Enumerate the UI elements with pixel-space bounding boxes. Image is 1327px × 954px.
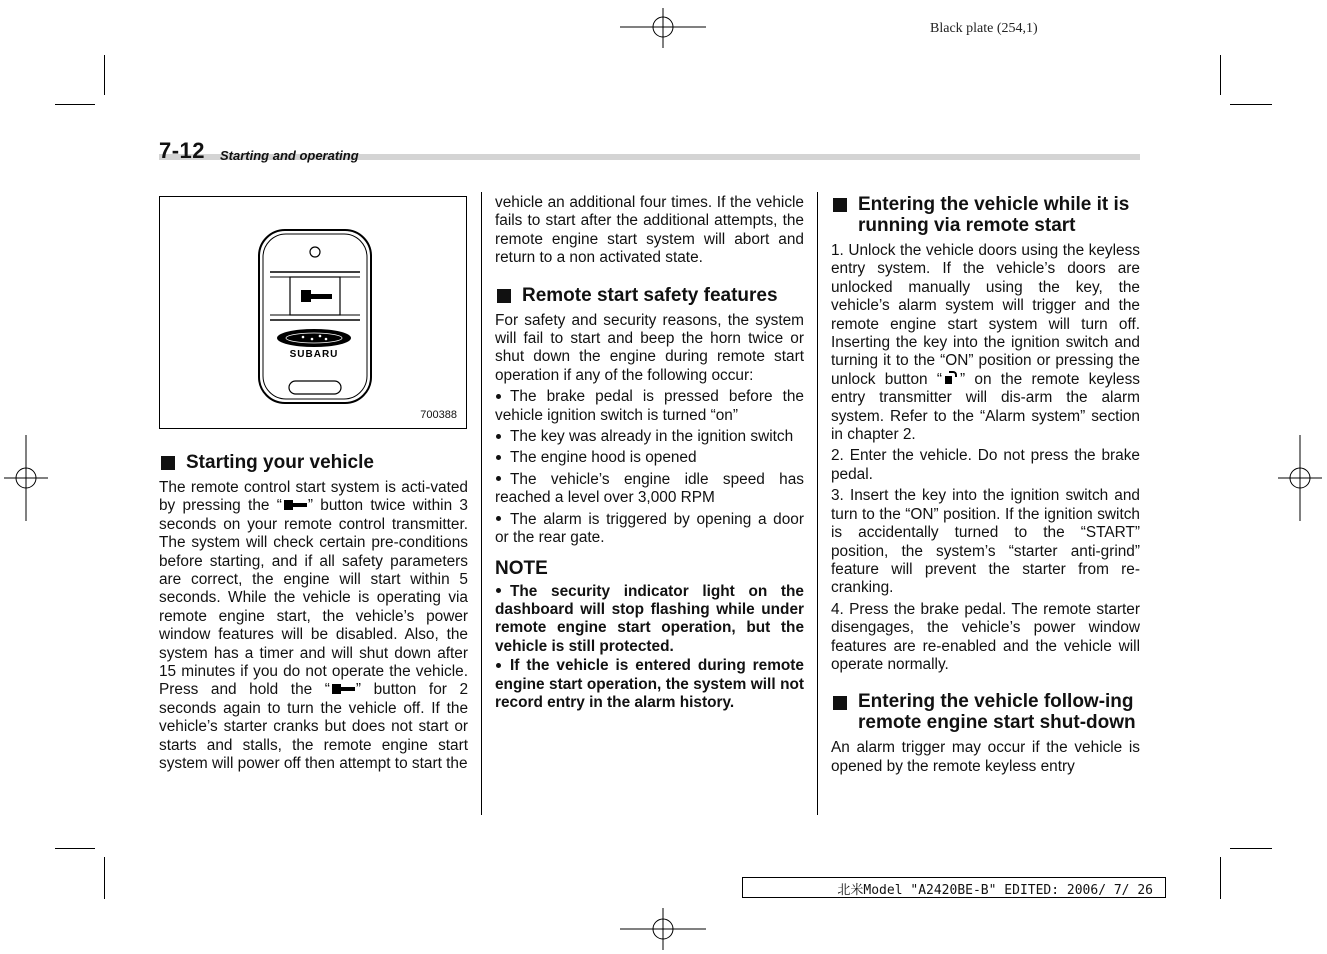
registration-mark-left	[4, 435, 48, 521]
bullet-icon	[496, 476, 501, 481]
transmitter-illustration	[160, 197, 468, 430]
transmitter-figure	[159, 196, 467, 429]
paragraph-starting: The remote control start system is acti-vated by pressing the “ ” button twice within 3 seconds on your remote control transmitter. The system will check certain pre-conditions before starting, and if all safety parameters are correct, the engine will start within 5 seconds. While the vehicle is operating via remote engine start, the vehicle’s power window features will be disabled. Also, the system has a timer and will shut down after 15 minutes if you do not operate the vehicle. Press and hold the “ ” button for 2 seconds again to turn the vehicle off. If the vehicle’s starter cranks but does not start or starts and stalls, the remote engine start system will power off then attempt to start the	[159, 479, 469, 773]
unlock-button-icon	[942, 371, 960, 385]
registration-mark-right	[1278, 435, 1322, 521]
bullet-icon	[496, 516, 501, 521]
bullet-icon	[496, 434, 501, 439]
plate-label: Black plate (254,1)	[930, 21, 1038, 36]
black-square-icon	[497, 289, 511, 303]
page-number: 7-12	[159, 138, 206, 163]
bullet-icon	[496, 663, 501, 668]
step-2: 2. Enter the vehicle. Do not press the brake pedal.	[831, 447, 1140, 483]
paragraph-alarm-trigger: An alarm trigger may occur if the vehicle is opened by the remote keyless entry	[831, 739, 1140, 775]
column-2	[495, 194, 804, 712]
black-square-icon	[833, 198, 847, 212]
column-rule-1	[481, 192, 482, 815]
list-item: The alarm is triggered by opening a door or the rear gate.	[495, 510, 804, 547]
section-title: Starting and operating	[220, 148, 359, 163]
edit-stamp	[742, 877, 1166, 898]
column-1	[159, 452, 468, 774]
remote-start-button-icon	[282, 499, 308, 511]
list-item: The vehicle’s engine idle speed has reached a level over 3,000 RPM	[495, 470, 804, 507]
registration-mark-bottom	[620, 908, 706, 950]
note-heading: NOTE	[495, 557, 548, 579]
heading-entering-running: Entering the vehicle while it is running via remote start	[831, 194, 1140, 236]
list-item: The key was already in the ignition switch	[495, 428, 804, 446]
page-header	[159, 138, 1140, 164]
bullet-icon	[496, 588, 501, 593]
step-3: 3. Insert the key into the ignition switch and turn to the “ON” position. If the ignition switch is accidentally turned to the “START” position, the system’s “starter anti-grind” feature will prevent the starter from re-cranking.	[831, 487, 1140, 597]
registration-mark-top	[620, 8, 706, 48]
step-4: 4. Press the brake pedal. The remote starter disengages, the vehicle’s power window features are re-enabled and the vehicle will operate normally.	[831, 600, 1140, 673]
bullet-icon	[496, 394, 501, 399]
column-3	[831, 194, 1140, 776]
brand-logo-text: SUBARU	[289, 349, 339, 360]
heading-safety-features: Remote start safety features	[495, 285, 804, 306]
note-item: The security indicator light on the dashboard will stop flashing while under remote engine start operation, but the vehicle is still protected.	[495, 582, 804, 655]
remote-start-button-icon	[330, 683, 356, 695]
paragraph-continued: vehicle an additional four times. If the vehicle fails to start after the additional attempts, the remote engine start system will abort and return to a non activated state.	[495, 194, 804, 267]
paragraph-safety-intro: For safety and security reasons, the system will fail to start and beep the horn twice or shut down the engine during remote start operation if any of the following occur:	[495, 311, 804, 384]
black-square-icon	[161, 456, 175, 470]
figure-code: 700388	[420, 409, 457, 421]
list-item: The engine hood is opened	[495, 449, 804, 467]
bullet-icon	[496, 455, 501, 460]
edit-stamp-text: 北米Model "A2420BE-B" EDITED: 2006/ 7/ 26	[837, 883, 1153, 898]
black-square-icon	[833, 696, 847, 710]
step-1: 1. Unlock the vehicle doors using the keyless entry system. If the vehicle’s doors are unlocked manually using the key, the vehicle’s alarm system will trigger and the remote engine start system will turn off. Inserting the key into the ignition switch and turning it to the “ON” position or pressing the unlock button “ ” on the remote keyless entry transmitter will dis-arm the alarm system. Refer to the “Alarm system” section in chapter 2.	[831, 242, 1140, 444]
column-rule-2	[817, 192, 818, 815]
heading-entering-shutdown: Entering the vehicle follow-ing remote engine start shut-down	[831, 692, 1140, 733]
list-item: The brake pedal is pressed before the vehicle ignition switch is turned “on”	[495, 388, 804, 424]
heading-starting-vehicle: Starting your vehicle	[159, 452, 468, 473]
note-item: If the vehicle is entered during remote engine start operation, the system will not record entry in the alarm history.	[495, 657, 804, 711]
